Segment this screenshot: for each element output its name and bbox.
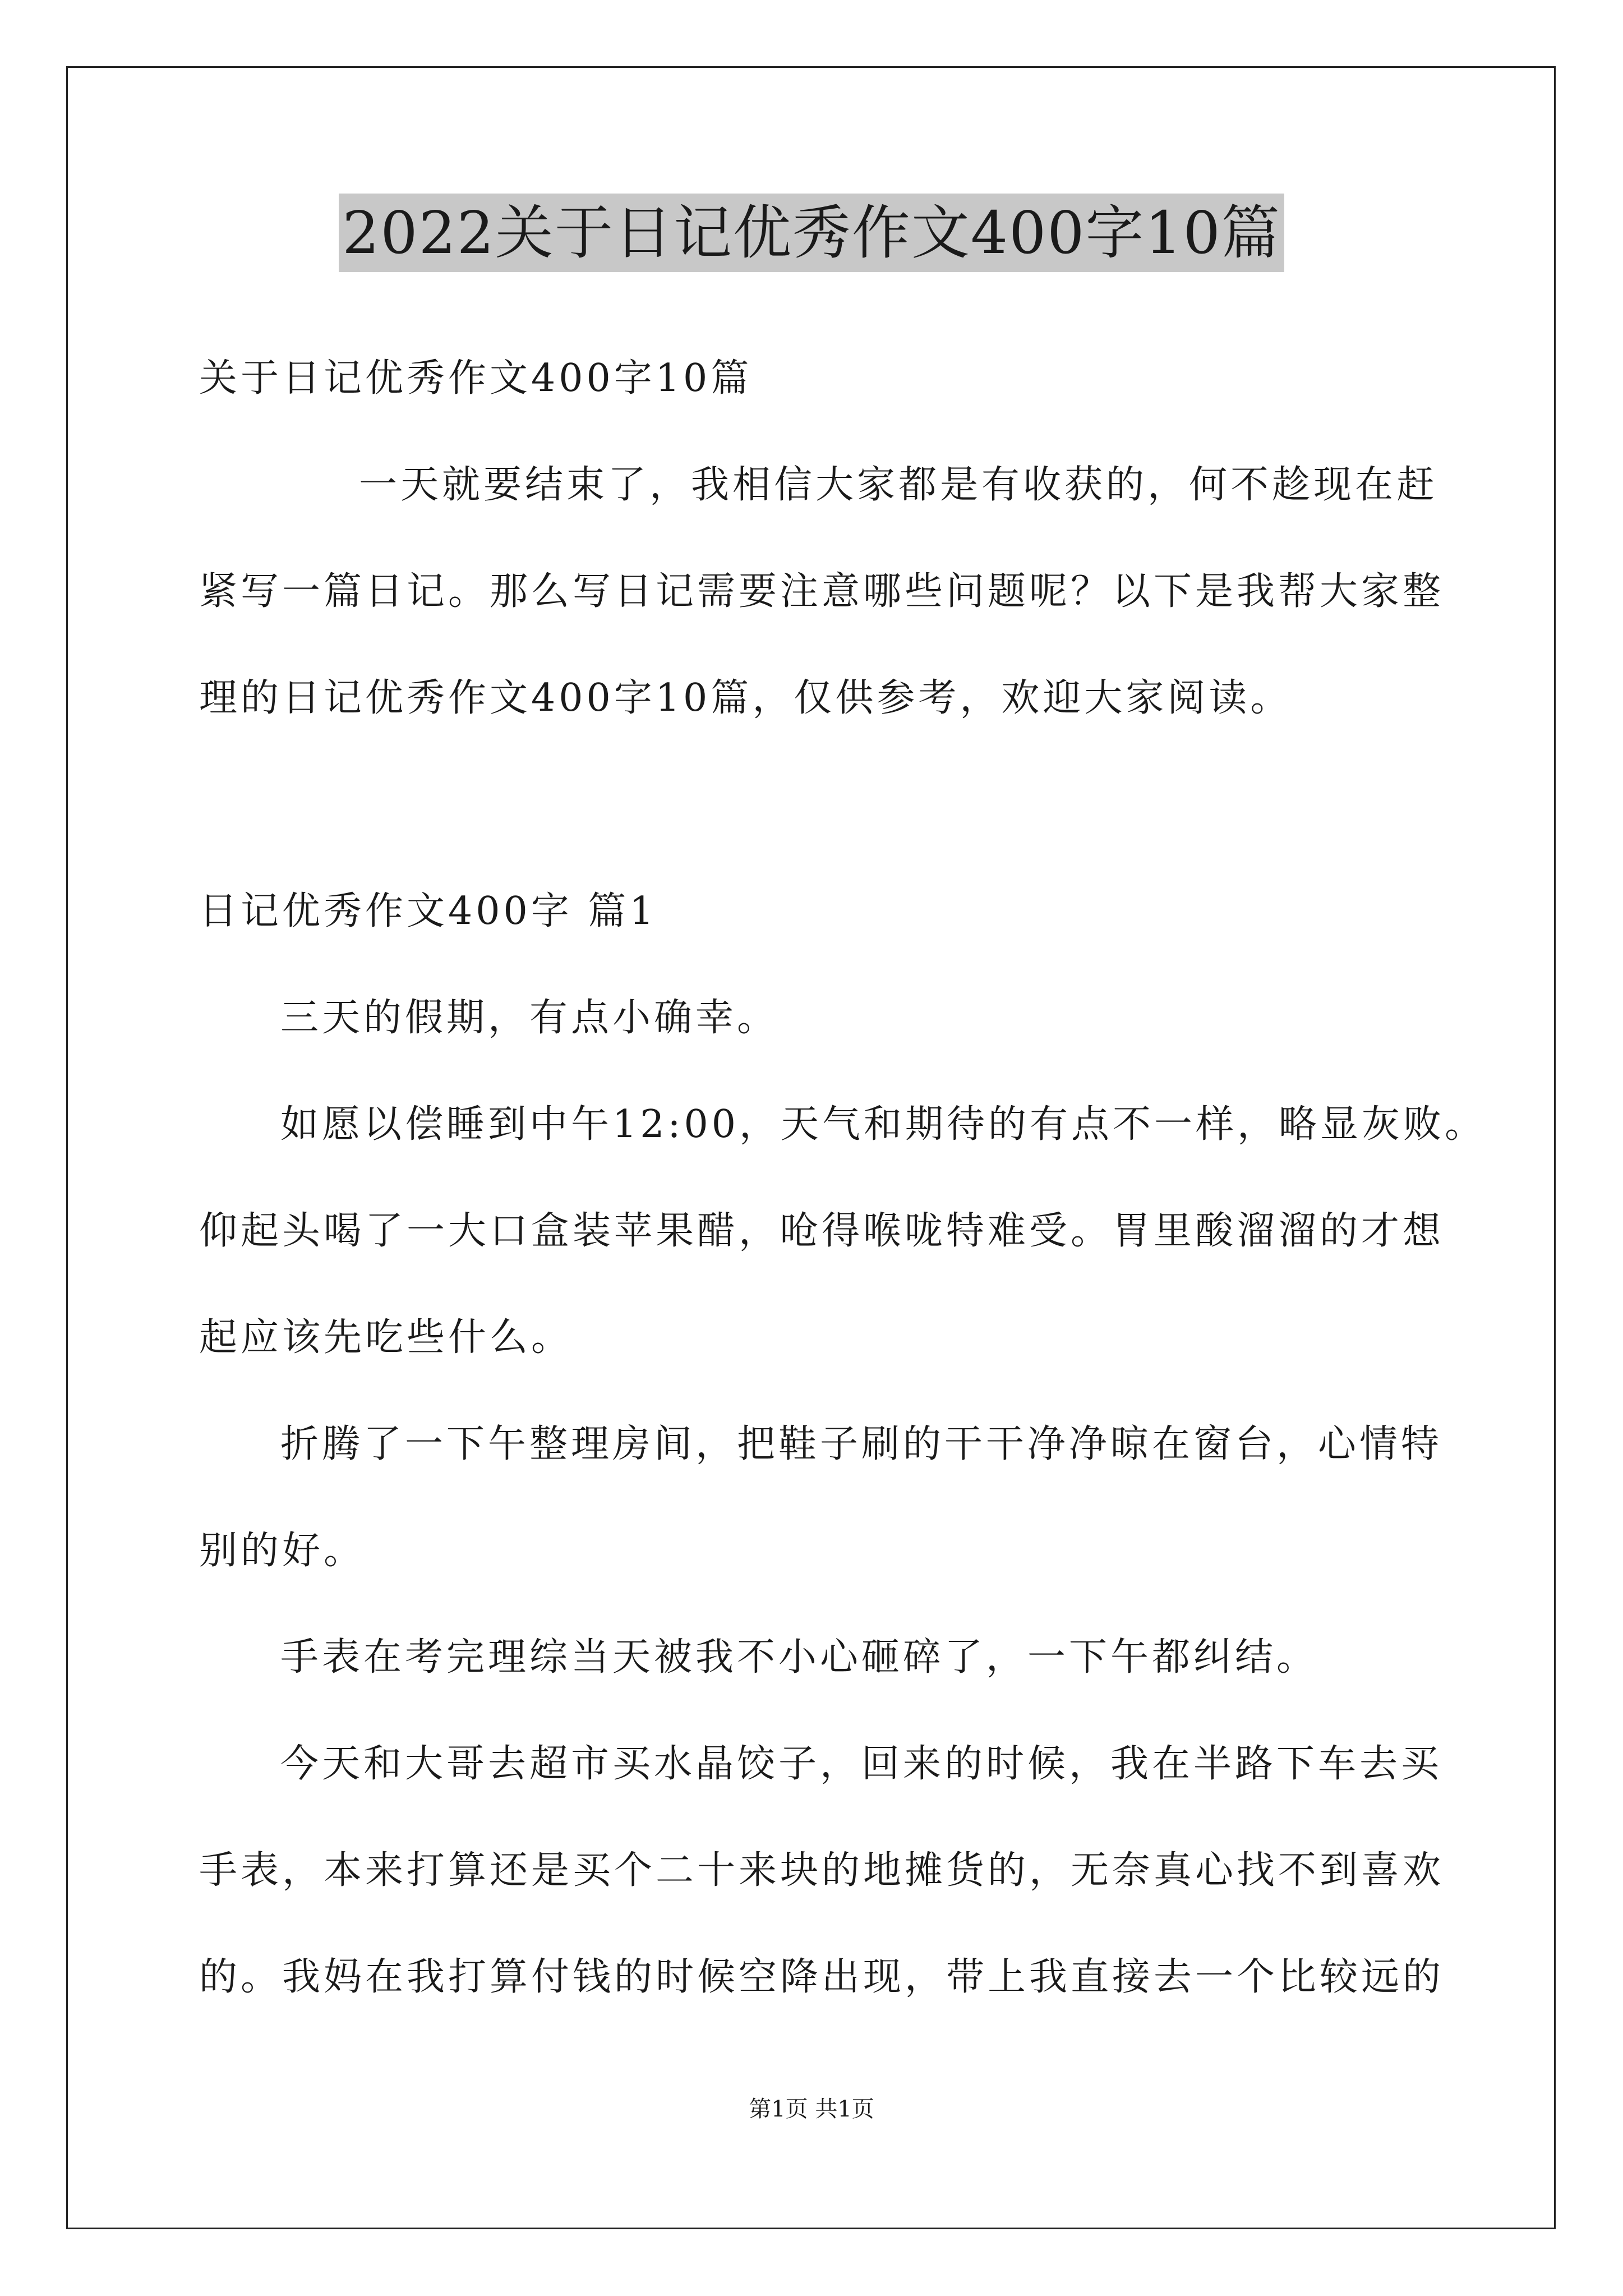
body-line: 仰起头喝了一大口盒装苹果醋，呛得喉咙特难受。胃里酸溜溜的才想 [199, 1209, 1445, 1253]
document-title: 2022关于日记优秀作文400字10篇 [339, 194, 1284, 272]
intro-line: 理的日记优秀作文400字10篇，仅供参考，欢迎大家阅读。 [199, 676, 1292, 720]
page-number: 第1页 共1页 [749, 2096, 874, 2122]
intro-line: 一天就要结束了，我相信大家都是有收获的，何不趁现在赶 [359, 463, 1438, 507]
body-line: 今天和大哥去超市买水晶饺子，回来的时候，我在半路下车去买 [280, 1742, 1443, 1786]
body-line: 手表，本来打算还是买个二十来块的地摊货的，无奈真心找不到喜欢 [199, 1848, 1445, 1893]
body-line: 起应该先吃些什么。 [199, 1315, 573, 1360]
document-title-wrapper [0, 194, 1623, 272]
body-line: 的。我妈在我打算付钱的时候空降出现，带上我直接去一个比较远的 [199, 1955, 1445, 1999]
body-line: 手表在考完理综当天被我不小心砸碎了，一下午都纠结。 [280, 1635, 1318, 1680]
body-line: 折腾了一下午整理房间，把鞋子刷的干干净净晾在窗台，心情特 [280, 1422, 1443, 1466]
document-subtitle: 关于日记优秀作文400字10篇 [199, 356, 753, 401]
body-line: 如愿以偿睡到中午12:00，天气和期待的有点不一样，略显灰败。 [280, 1102, 1486, 1147]
section-heading: 日记优秀作文400字 篇1 [199, 889, 657, 933]
intro-line: 紧写一篇日记。那么写日记需要注意哪些问题呢？以下是我帮大家整 [199, 569, 1445, 614]
body-line: 别的好。 [199, 1529, 366, 1573]
body-line: 三天的假期，有点小确幸。 [280, 996, 779, 1040]
